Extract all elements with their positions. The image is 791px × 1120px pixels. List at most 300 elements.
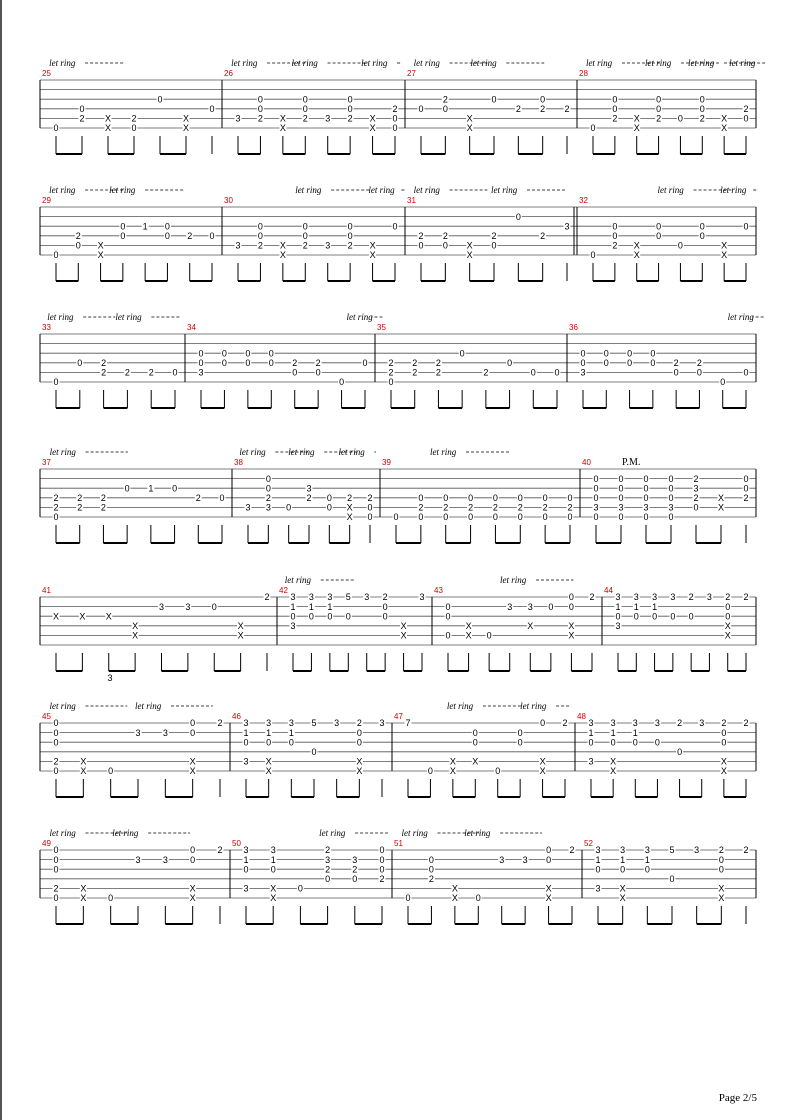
fret-number: 0 [743, 113, 749, 124]
fret-number: 1 [288, 727, 294, 738]
fret-number: 0 [650, 348, 656, 359]
fret-number: 2 [569, 845, 575, 856]
fret-number: 0 [603, 358, 609, 368]
fret-number: 2 [187, 231, 193, 241]
fret-number: 0 [288, 737, 294, 748]
fret-number: 3 [588, 718, 594, 729]
fret-number: 0 [190, 727, 196, 738]
fret-number: 2 [428, 874, 434, 884]
fret-number: 3 [243, 845, 249, 856]
fret-number: 0 [721, 727, 727, 738]
fret-number: 0 [620, 864, 626, 875]
fret-number: X [80, 756, 87, 767]
fret-number: 0 [442, 240, 448, 251]
fret-number: 0 [245, 358, 251, 368]
fret-number: 3 [135, 727, 141, 738]
measure-number: 32 [579, 196, 588, 205]
fret-number: 0 [718, 864, 724, 875]
let-ring-marking: let ring [49, 701, 76, 711]
let-ring-marking: let ring [657, 185, 684, 195]
let-ring-marking: let ring [346, 312, 373, 322]
let-ring-marking: let ring [112, 828, 139, 838]
fret-number: 0 [53, 893, 59, 904]
fret-number: 0 [339, 377, 345, 388]
let-ring-marking: let ring [585, 58, 613, 68]
let-ring-marking: let ring [49, 828, 76, 838]
fret-number: 2 [257, 113, 263, 124]
fret-number: 2 [75, 231, 81, 241]
fret-number: X [80, 893, 87, 904]
fret-number: 0 [567, 512, 573, 523]
fret-number: 2 [699, 113, 705, 124]
fret-number: 2 [656, 113, 662, 124]
fret-number: 0 [257, 231, 263, 241]
fret-number: 2 [257, 240, 263, 251]
fret-number: 0 [725, 611, 731, 622]
fret-number: X [568, 630, 575, 641]
fret-number: 0 [699, 94, 705, 105]
fret-number: X [545, 883, 552, 894]
fret-number: X [465, 621, 472, 631]
fret-number: X [465, 630, 472, 641]
fret-number: 2 [517, 502, 523, 513]
fret-number: 2 [468, 502, 474, 513]
fret-number: 1 [652, 601, 658, 612]
fret-number: 0 [198, 348, 204, 359]
fret-number: 0 [668, 483, 674, 494]
let-ring-marking: let ring [295, 185, 322, 195]
let-ring-marking: let ring [291, 58, 318, 68]
fret-number: X [105, 611, 112, 622]
fret-number: X [545, 893, 552, 904]
measure-number: 51 [394, 839, 403, 848]
fret-number: 0 [327, 611, 333, 622]
let-ring-marking: let ring [361, 58, 388, 68]
measure-number: 37 [42, 458, 51, 467]
fret-number: 0 [325, 874, 331, 884]
fret-number: 0 [718, 854, 724, 865]
fret-number: 0 [743, 367, 749, 378]
fret-number: 0 [311, 747, 317, 757]
fret-number: 0 [517, 727, 523, 738]
fret-number: X [619, 883, 626, 894]
fret-number: X [466, 240, 473, 251]
fret-number: 0 [418, 512, 424, 523]
fret-number: 2 [743, 104, 749, 114]
fret-number: X [472, 756, 479, 767]
fret-number: X [369, 240, 376, 251]
fret-number: 0 [546, 845, 552, 856]
fret-number: 0 [443, 493, 449, 503]
fret-number: 2 [148, 367, 154, 378]
fret-number: 0 [445, 630, 451, 641]
fret-number: 2 [412, 358, 418, 368]
fret-number: 0 [120, 221, 126, 232]
measure-number: 25 [42, 69, 51, 78]
fret-number: 1 [243, 854, 249, 865]
fret-number: X [104, 113, 112, 124]
fret-number: 2 [292, 358, 298, 368]
fret-number: 3 [610, 718, 616, 729]
fret-number: 0 [53, 737, 59, 748]
fret-number: 2 [721, 718, 727, 729]
fret-number: 0 [542, 512, 548, 523]
fret-number: 0 [302, 221, 308, 232]
fret-number: 0 [530, 367, 536, 378]
fret-number: 2 [53, 756, 59, 767]
fret-number: 3 [580, 367, 586, 378]
fret-number: 3 [135, 854, 141, 865]
fret-number: 0 [593, 473, 599, 484]
fret-number: X [466, 113, 473, 124]
fret-number: 0 [209, 104, 215, 114]
fret-number: 0 [326, 493, 332, 503]
fret-number: 3 [158, 601, 165, 612]
fret-number: 3 [325, 854, 331, 865]
fret-number: 2 [325, 845, 331, 856]
measure-number: 49 [42, 839, 51, 848]
fret-number: X [189, 883, 196, 894]
fret-number: X [52, 611, 60, 622]
fret-number: 2 [388, 358, 394, 368]
fret-number: 0 [302, 94, 308, 105]
fret-number: X [97, 250, 104, 261]
fret-number: 1 [633, 601, 639, 612]
let-ring-marking: let ring [284, 575, 311, 585]
measure-number: 38 [234, 458, 243, 467]
measure-number: 28 [579, 69, 588, 78]
let-ring-marking: let ring [368, 185, 395, 195]
fret-number: 0 [190, 718, 196, 729]
fret-number: 0 [53, 250, 59, 261]
fret-number: 0 [347, 104, 353, 114]
fret-number: 0 [612, 104, 618, 114]
fret-number: 0 [542, 493, 548, 503]
fret-number: 0 [266, 737, 272, 748]
fret-number: 0 [53, 845, 59, 856]
fret-number: 2 [442, 231, 448, 241]
let-ring-marking: let ring [491, 185, 518, 195]
fret-number: 3 [615, 621, 621, 631]
fret-number: 2 [612, 240, 618, 251]
fret-number: 0 [517, 512, 523, 523]
fret-number: 3 [243, 883, 249, 894]
fret-number: X [400, 621, 407, 631]
fret-number: 3 [507, 601, 513, 612]
measure-number: 48 [577, 712, 586, 721]
fret-number: 0 [108, 893, 114, 904]
fret-number: 3 [185, 601, 191, 612]
fret-number: 2 [302, 240, 308, 251]
fret-number: 0 [286, 502, 292, 513]
fret-number: 2 [79, 113, 85, 124]
measure-number: 47 [394, 712, 403, 721]
fret-number: 0 [546, 854, 552, 865]
fret-number: 0 [428, 854, 434, 865]
fret-number: 0 [540, 718, 546, 729]
fret-number: 3 [694, 845, 700, 856]
fret-number: 2 [492, 502, 498, 513]
measure-number: 46 [232, 712, 241, 721]
fret-number: 0 [693, 502, 699, 513]
fret-number: 2 [435, 367, 441, 378]
fret-number: 0 [517, 493, 523, 503]
fret-number: 0 [124, 483, 130, 494]
fret-number: 2 [356, 718, 362, 729]
fret-number: 0 [568, 592, 574, 603]
fret-number: 2 [265, 493, 271, 503]
fret-number: X [451, 893, 458, 904]
fret-number: 2 [677, 718, 683, 729]
fret-number: 2 [483, 367, 489, 378]
fret-number: 0 [157, 94, 163, 105]
fret-number: 0 [379, 864, 385, 875]
fret-number: X [132, 630, 139, 641]
fret-number: 0 [491, 240, 497, 251]
fret-number: X [449, 766, 456, 777]
fret-number: 2 [435, 358, 441, 368]
fret-number: 0 [610, 737, 616, 748]
fret-number: 0 [53, 854, 59, 865]
tablature-score [2, 0, 791, 1120]
fret-number: 3 [632, 718, 638, 729]
fret-number: 0 [442, 104, 448, 114]
fret-number: X [720, 766, 727, 777]
fret-number: 0 [268, 358, 274, 368]
fret-number: 3 [633, 592, 639, 603]
fret-number: 0 [654, 737, 660, 748]
fret-number: 0 [209, 231, 215, 241]
fret-number: X [720, 756, 727, 767]
fret-number: X [182, 123, 190, 134]
measure-number: 43 [434, 586, 443, 595]
fret-number: 3 [564, 221, 570, 232]
fret-number: 0 [580, 348, 586, 359]
fret-number: 2 [367, 493, 373, 503]
fret-number: 0 [643, 493, 649, 503]
let-ring-marking: let ring [470, 58, 497, 68]
fret-number: 0 [393, 512, 399, 523]
fret-number: 0 [468, 493, 474, 503]
fret-number: 0 [677, 240, 683, 251]
fret-number: 0 [612, 221, 618, 232]
fret-number: 0 [618, 493, 624, 503]
fret-number: 0 [627, 358, 633, 368]
fret-number: 2 [743, 718, 749, 729]
fret-number: 0 [507, 358, 513, 368]
fret-number: 0 [392, 221, 398, 232]
fret-number: 0 [615, 611, 621, 622]
fret-number: 1 [595, 854, 601, 865]
fret-number: 3 [706, 592, 712, 603]
fret-number: 0 [644, 864, 650, 875]
fret-number: X [568, 621, 575, 631]
fret-number: X [356, 756, 363, 767]
fret-number: X [369, 113, 376, 124]
fret-number: 2 [264, 592, 270, 603]
fret-number: 2 [612, 113, 618, 124]
fret-number: X [721, 240, 728, 251]
fret-number: 1 [270, 854, 276, 865]
fret-number: 0 [643, 483, 649, 494]
fret-number: 2 [382, 592, 388, 603]
fret-number: X [189, 893, 196, 904]
fret-number: 0 [347, 231, 353, 241]
fret-number: 0 [120, 231, 126, 241]
fret-number: 0 [315, 367, 321, 378]
fret-number: 3 [668, 502, 674, 513]
fret-number: X [237, 621, 244, 631]
fret-number: 0 [472, 727, 478, 738]
let-ring-marking: let ring [729, 58, 756, 68]
fret-number: X [346, 512, 353, 523]
fret-number: 0 [618, 512, 624, 523]
fret-number: 2 [347, 113, 353, 124]
fret-number: X [539, 766, 546, 777]
measure-number: 33 [42, 323, 51, 332]
fret-number: 0 [345, 611, 351, 622]
fret-number: 1 [632, 727, 638, 738]
fret-number: X [400, 630, 407, 641]
fret-number: 2 [725, 592, 731, 603]
let-ring-marking: let ring [109, 185, 136, 195]
fret-number: 1 [610, 727, 616, 738]
fret-number: 2 [392, 104, 398, 114]
fret-number: 0 [53, 864, 59, 875]
let-ring-marking: let ring [49, 58, 76, 68]
fret-number: 2 [131, 113, 137, 124]
fret-number: 3 [588, 756, 594, 767]
measure-number: 41 [42, 586, 51, 595]
fret-number: X [79, 611, 86, 622]
fret-number: 0 [567, 493, 573, 503]
fret-number: 0 [491, 94, 497, 105]
fret-number: 0 [302, 104, 308, 114]
fret-number: 2 [302, 113, 308, 124]
fret-number: 0 [743, 483, 749, 494]
fret-number: 2 [564, 104, 570, 114]
fret-number: 0 [75, 240, 81, 251]
fret-number: 0 [515, 211, 521, 222]
fret-number: 0 [347, 221, 353, 232]
fret-number: X [346, 502, 353, 513]
measure-number: 52 [584, 839, 593, 848]
measure-number: 44 [604, 586, 613, 595]
fret-number: 3 [618, 502, 624, 513]
fret-number: 0 [131, 123, 137, 134]
fret-number: 3 [270, 845, 276, 856]
fret-number: 2 [515, 104, 521, 114]
fret-number: 0 [445, 601, 451, 612]
fret-number: 2 [347, 240, 353, 251]
fret-number: 3 [379, 718, 385, 729]
fret-number: 3 [162, 854, 168, 865]
fret-number: 0 [219, 493, 225, 503]
fret-number: 0 [475, 893, 481, 904]
fret-number: 2 [347, 493, 353, 503]
fret-number: 1 [243, 727, 249, 738]
fret-number: 2 [195, 493, 201, 503]
fret-number: 0 [668, 493, 674, 503]
fret-number: 0 [270, 864, 276, 875]
fret-number: 1 [588, 727, 594, 738]
fret-number: 0 [198, 358, 204, 368]
fret-number: 3 [290, 621, 296, 631]
let-ring-marking: let ring [520, 701, 547, 711]
fret-number: 2 [491, 231, 497, 241]
fret-number: 0 [292, 367, 298, 378]
fret-number: 0 [302, 231, 308, 241]
fret-number: 0 [297, 883, 303, 894]
fret-number: 0 [721, 737, 727, 748]
fret-number: 2 [540, 231, 546, 241]
palm-mute-marking: P.M. [622, 457, 641, 468]
fret-number: 0 [53, 123, 59, 134]
let-ring-marking: let ring [49, 447, 76, 457]
fret-number: 2 [688, 592, 694, 603]
let-ring-marking: let ring [413, 58, 440, 68]
fret-number: 0 [554, 367, 560, 378]
fret-number: X [265, 756, 272, 767]
let-ring-marking: let ring [49, 185, 76, 195]
fret-number: 1 [620, 854, 626, 865]
fret-number: 0 [696, 367, 702, 378]
fret-number: 0 [265, 473, 271, 484]
fret-number: 0 [379, 854, 385, 865]
fret-number: 0 [190, 854, 196, 865]
fret-number: 0 [669, 874, 675, 884]
fret-number: 0 [53, 718, 59, 729]
fret-number: 2 [77, 493, 83, 503]
fret-number: 0 [362, 358, 368, 368]
fret-number: 0 [445, 611, 451, 622]
fret-number: 0 [172, 367, 178, 378]
fret-number: X [237, 630, 244, 641]
measure-number: 31 [407, 196, 416, 205]
fret-number: 2 [696, 358, 702, 368]
fret-number: 0 [290, 611, 296, 622]
fret-number: 0 [221, 348, 227, 359]
fret-number: X [633, 123, 640, 134]
fret-number: 3 [654, 718, 660, 729]
fret-number: X [80, 883, 87, 894]
measure-number: 50 [232, 839, 241, 848]
fret-number: 2 [124, 367, 130, 378]
fret-number: 5 [311, 718, 317, 729]
fret-number: 0 [652, 611, 658, 622]
fret-number: X [717, 493, 725, 503]
fret-number: 5 [345, 592, 351, 603]
fret-number: 2 [53, 493, 59, 503]
fret-number: 3 [595, 845, 601, 856]
fret-number: 0 [670, 611, 676, 622]
fret-number: X [724, 621, 731, 631]
fret-number: 1 [290, 601, 296, 612]
fret-number: 0 [725, 601, 731, 612]
fret-number: 2 [443, 502, 449, 513]
fret-number: X [633, 113, 640, 124]
fret-number: 2 [53, 502, 59, 513]
fret-number: 0 [643, 473, 649, 484]
fret-number: 1 [148, 483, 154, 494]
fret-number: 1 [327, 601, 333, 612]
measure-number: 36 [569, 323, 578, 332]
fret-number: 0 [633, 611, 639, 622]
fret-number: 0 [486, 630, 492, 641]
fret-number: X [279, 250, 286, 261]
fret-number: 0 [618, 483, 624, 494]
measure-number: 34 [187, 323, 196, 332]
